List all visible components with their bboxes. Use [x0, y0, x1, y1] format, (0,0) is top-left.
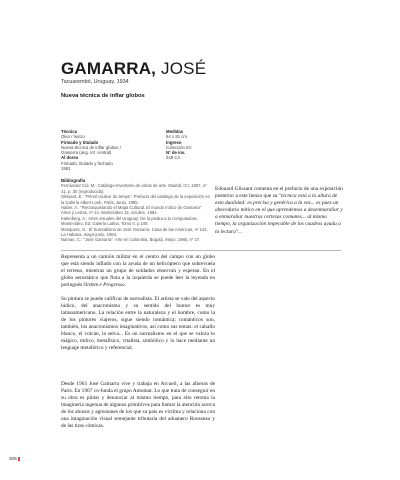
- meta-value-signed-1: Nueva técnica de inflar globos /: [61, 144, 121, 150]
- meta-value-verso-1: Firmado, titulado y fechado: [61, 160, 113, 166]
- technical-details-left: [61, 129, 141, 171]
- essay-p1-text: Representa a un camión militar en el centro del campo con un globo que está siendo inflado con la ayuda de un helicóptero que sobrevuela el terreno, mientras un grupo de soldados observan y esperan. En el globo aerostático que flota a la izquierda se puede leer la leyenda en portugués: [61, 254, 215, 289]
- essay-paragraph-1: [61, 254, 215, 289]
- meta-label-dimensions: Medidas: [166, 129, 184, 134]
- bibliography-entry: Mosquera, G.: El Surrealismo de José Gamarra. Casa de las Américas, nº 144, La Habana, mayo-junio, 1984.: [61, 226, 208, 238]
- meta-value-verso-2: 1981: [61, 166, 71, 172]
- bibliography-entry: Glissant, E.: "Pérsil couleur du temps". Prefacio del catálogo de la exposición en la Galería Albert Loeb, París, Junio, 1985.: [61, 194, 210, 205]
- essay-paragraph-2: Su pintura se puede calificar de surrealista. El artista se vale del aspecto lúdico, del anacronismo y su sentido del humor es muy latinoamericano. La relación entre la naturaleza y el hombre, como la de los pintores viajeros, sigue siendo romántica; románticos son, también, los anacronismos imaginativos, así como sus temas: el caballo blanco, el volcán, la selva... Es un surrealismo en el que se valora lo mágico, mítico, metafísico, vitalista, simbólico y lo hace mediante un lenguaje metafórico y referencial.: [61, 296, 215, 352]
- section-divider: [61, 250, 341, 251]
- meta-label-acquisition: Ingreso: [166, 139, 182, 145]
- essay-p1-italic: Ordem e Progresso.: [83, 282, 127, 289]
- bibliography-entry: Fernández Cid, M.: Catálogo-Inventario de obras de arte. Madrid, ICI, 1987, nº 41, p. 30 (reproducida).: [61, 183, 207, 194]
- page-number-text: 306: [9, 456, 17, 461]
- critic-quote: [215, 186, 344, 236]
- meta-value-technique: Óleo / lienzo: [61, 134, 85, 140]
- quote-lead: Edouard Glissant comenta en el prefacio de una exposición posterior a este lienzo que su: [215, 186, 343, 200]
- page-number: [9, 456, 20, 461]
- bibliography-entry: Naman, C.: "José Gamarra". Arte en Colombia, Bogotá, Mayo, 1985, nº 27.: [61, 237, 201, 243]
- meta-label-inventory: Nº de inv.: [166, 150, 186, 156]
- essay-paragraph-3: Desde 1963 José Gamarra vive y trabaja en Arcueil, a las afueras de París. En 1967 co-funda el grupo Automat. Lo que trata de conseguir en su obra es pintar y denunciar al mismo tiempo, para ello retoma la imaginería ingenua de algunos primitivos para llamar la atención acerca de los abusos y agresiones de los que su país es víctima y relaciona con una imaginación visual semejante tributaria del aduanero Rousseau y de las tiras cómicas.: [61, 381, 215, 430]
- meta-value-signed-2: Gamarra (ang. inf. central): [61, 150, 112, 156]
- meta-value-acquisition: Colección ICI: [166, 144, 192, 150]
- artist-name: [61, 59, 206, 79]
- meta-value-dimensions: 64 x 81 cm: [166, 134, 188, 140]
- folio-marker: [18, 457, 20, 461]
- meta-label-signed: Firmado y titulado: [61, 139, 99, 145]
- bibliography: [61, 178, 211, 243]
- artist-origin: Tacuarembó, Uruguay, 1934: [61, 79, 129, 85]
- work-title: Nueva técnica de inflar globos: [61, 93, 145, 99]
- meta-value-inventory: 348 CA: [166, 155, 181, 161]
- artist-given-name: JOSÉ: [161, 59, 207, 78]
- meta-label-technique: Técnica: [61, 129, 78, 134]
- artist-surname: GAMARRA,: [61, 59, 157, 78]
- meta-label-verso: Al dorso: [61, 155, 79, 161]
- bibliography-entry: Kalenberg, A.: Artes visuales del Uruguay: De la piedra a la computadora. Montevideo, Ed. Galería Latina, Tomo II, p.108.: [61, 215, 198, 227]
- quote-italic: "técnica está a la altura de esta dualidad: es precisa y genérica a la vez... es pues un abecedario mítico en el que aprendemos a desenmarañar y a enmarañar nuestras certezas comunes... al mismo tiempo, la organización impecable de los cuadros ayuda a la lectura"...: [215, 193, 343, 235]
- bibliography-heading: Bibliografía: [61, 178, 86, 183]
- technical-details-right: [166, 129, 246, 161]
- bibliography-entry: Haber, A.: "Reconquistando el Mapa Cultural. El mundo mítico de Gamarra". Artes y Letras, nº 24, Montevideo 13, octubre, 1984.: [61, 205, 203, 216]
